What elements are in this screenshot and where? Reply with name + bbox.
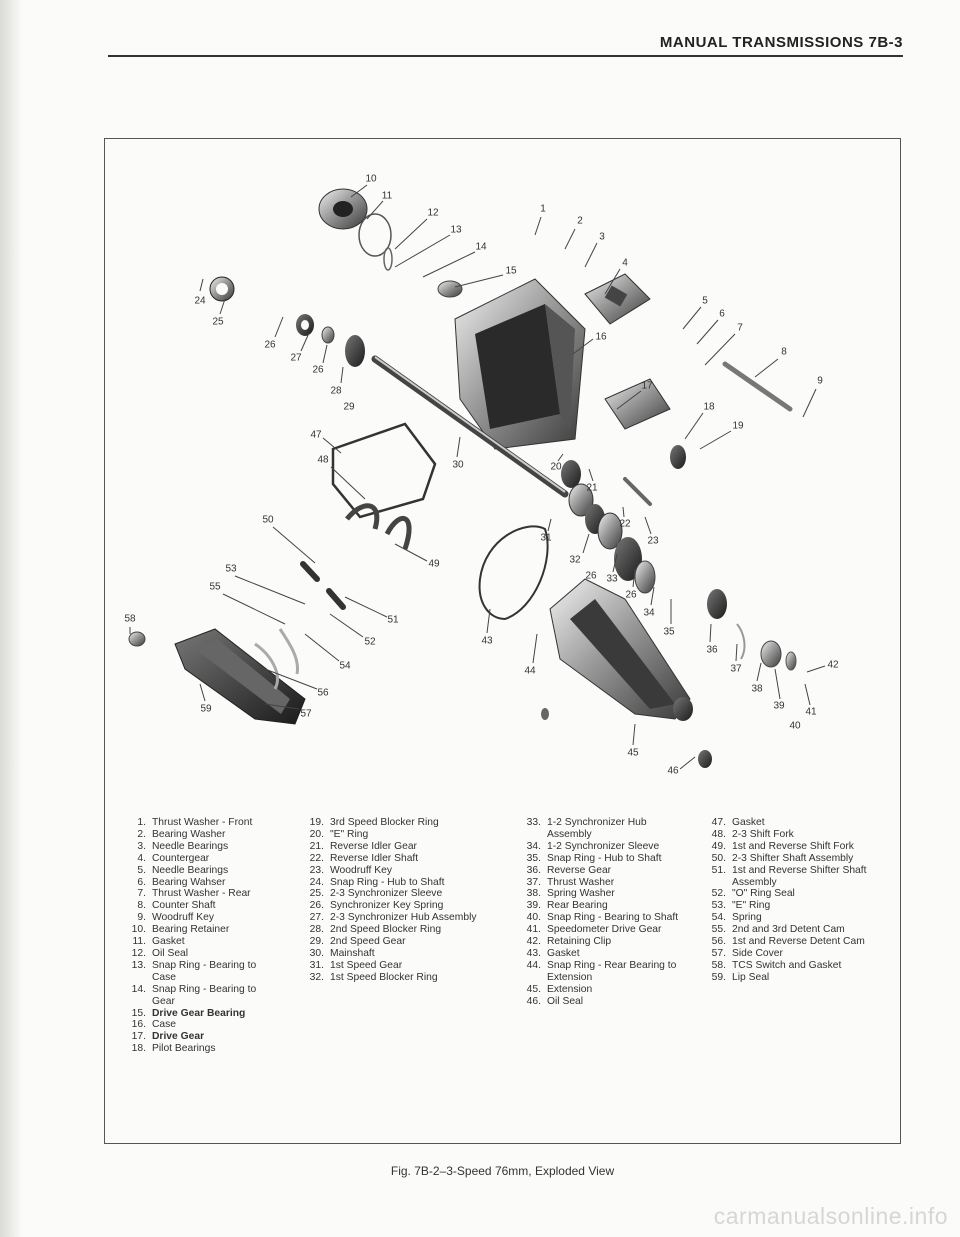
exploded-view-illustration: [105, 139, 900, 777]
legend-item: 45. Extension: [526, 983, 593, 995]
legend-item: 11. Gasket: [132, 936, 185, 948]
legend-item: 25. 2-3 Synchronizer Sleeve: [309, 888, 443, 900]
callout-9: 9: [817, 375, 823, 387]
callout-18: 18: [703, 401, 715, 413]
legend-item: 34. 1-2 Synchronizer Sleeve: [526, 840, 660, 852]
callout-29: 29: [343, 401, 355, 413]
callout-42: 42: [827, 659, 839, 671]
legend-item: 58. TCS Switch and Gasket: [711, 959, 842, 971]
legend-item: 52. "O" Ring Seal: [711, 888, 795, 900]
callout-31: 31: [540, 532, 552, 544]
legend-item: 31. 1st Speed Gear: [309, 959, 403, 971]
legend-item: 8. Counter Shaft: [137, 900, 216, 912]
legend-item: 19. 3rd Speed Blocker Ring: [309, 817, 439, 828]
callout-59: 59: [200, 703, 212, 715]
shifter-shafts: [303, 564, 343, 607]
figure-caption: Fig. 7B-2–3-Speed 76mm, Exploded View: [390, 1164, 615, 1178]
callout-19: 19: [732, 420, 744, 432]
frame-left-border: [104, 777, 105, 1143]
legend-item: 57. Side Cover: [711, 947, 783, 959]
extension-gasket: [480, 526, 548, 619]
front-bearing-parts: [210, 277, 365, 367]
callout-12: 12: [427, 207, 439, 219]
callout-21: 21: [586, 482, 598, 494]
legend-item: 20. "E" Ring: [309, 828, 369, 840]
callout-48: 48: [317, 454, 329, 466]
legend-item: 55. 2nd and 3rd Detent Cam: [711, 924, 845, 936]
callout-5: 5: [702, 295, 708, 307]
callout-36: 36: [706, 644, 718, 656]
callout-2: 2: [577, 215, 583, 227]
callout-40: 40: [789, 720, 801, 732]
legend-item: 30. Mainshaft: [309, 947, 375, 959]
callout-7: 7: [737, 322, 743, 334]
legend-item: 47. Gasket: [711, 817, 765, 828]
callout-49: 49: [428, 558, 440, 570]
callout-26-c: 26: [585, 570, 597, 582]
callout-22: 22: [619, 518, 631, 530]
callout-37: 37: [730, 663, 742, 675]
exploded-view-diagram: [105, 139, 900, 777]
legend-item: 40. Snap Ring - Bearing to Shaft: [526, 912, 679, 924]
legend-item: 1. Thrust Washer - Front: [137, 817, 253, 828]
header-rule: [108, 55, 903, 57]
legend-item: 29. 2nd Speed Gear: [309, 936, 406, 948]
legend-item: 10. Bearing Retainer: [131, 924, 230, 936]
page-title: MANUAL TRANSMISSIONS 7B-3: [659, 34, 903, 51]
callout-26-d: 26: [625, 589, 637, 601]
legend-item: 27. 2-3 Synchronizer Hub Assembly: [309, 912, 477, 924]
callout-27: 27: [290, 352, 302, 364]
legend-column-3: [525, 817, 690, 1008]
legend-item: 21. Reverse Idler Gear: [309, 840, 417, 852]
legend-item: 2. Bearing Washer: [137, 828, 226, 840]
legend-item: 50. 2-3 Shifter Shaft Assembly: [711, 852, 854, 864]
legend-item: 35. Snap Ring - Hub to Shaft: [526, 852, 662, 864]
legend-item: 49. 1st and Reverse Shift Fork: [711, 840, 854, 852]
callout-23: 23: [647, 535, 659, 547]
legend-item: 5. Needle Bearings: [137, 864, 229, 876]
legend-item: 56. 1st and Reverse Detent Cam: [711, 936, 865, 948]
legend-item: 51. 1st and Reverse Shifter Shaft Assembly: [711, 864, 867, 888]
transmission-case: [455, 279, 585, 449]
legend-item: 23. Woodruff Key: [309, 864, 393, 876]
callout-57: 57: [300, 708, 312, 720]
legend-item: 24. Snap Ring - Hub to Shaft: [309, 876, 445, 888]
legend-item: 42. Retaining Clip: [526, 936, 612, 948]
legend-item: 7. Thrust Washer - Rear: [137, 888, 251, 900]
callout-43: 43: [481, 635, 493, 647]
rear-bearing-parts: [707, 589, 796, 670]
callout-20: 20: [550, 461, 562, 473]
watermark: carmanualsonline.info: [713, 1203, 948, 1229]
callout-39: 39: [773, 700, 785, 712]
frame-right-border: [900, 777, 901, 1143]
frame-bottom-border: [104, 1143, 901, 1144]
callout-24: 24: [194, 295, 206, 307]
legend-item: 33. 1-2 Synchronizer Hub Assembly: [526, 817, 647, 840]
callout-54: 54: [339, 660, 351, 672]
callout-4: 4: [622, 257, 628, 269]
legend-item: 32. 1st Speed Blocker Ring: [309, 971, 438, 983]
legend-item: 3. Needle Bearings: [137, 840, 229, 852]
callout-44: 44: [524, 665, 536, 677]
cover-gasket: [333, 424, 435, 549]
legend-item: 22. Reverse Idler Shaft: [309, 852, 419, 864]
callout-16: 16: [595, 331, 607, 343]
callout-33: 33: [606, 573, 618, 585]
legend-item: 13. Snap Ring - Bearing to Case: [131, 959, 257, 983]
extension-housing: [541, 579, 712, 768]
callout-38: 38: [751, 683, 763, 695]
callout-56: 56: [317, 687, 329, 699]
legend-item: 4. Countergear: [137, 852, 210, 864]
callout-51: 51: [387, 614, 399, 626]
side-cover: [129, 629, 305, 724]
legend-item: 39. Rear Bearing: [526, 900, 608, 912]
legend-item: 48. 2-3 Shift Fork: [711, 828, 794, 840]
callout-52: 52: [364, 636, 376, 648]
callout-13: 13: [450, 224, 462, 236]
legend-column-2: [308, 817, 488, 984]
legend-item: 14. Snap Ring - Bearing to Gear: [131, 983, 257, 1007]
legend-item: 43. Gasket: [526, 947, 580, 959]
countergear: [585, 274, 790, 409]
callout-1: 1: [540, 203, 546, 215]
callout-41: 41: [805, 706, 817, 718]
legend-item: 6. Bearing Wahser: [137, 876, 226, 888]
legend-item: 15. Drive Gear Bearing: [131, 1007, 246, 1019]
callout-34: 34: [643, 607, 655, 619]
legend-item: 12. Oil Seal: [131, 947, 189, 959]
callout-58: 58: [124, 613, 136, 625]
callout-32: 32: [569, 554, 581, 566]
callout-10: 10: [365, 173, 377, 185]
callout-45: 45: [627, 747, 639, 759]
callout-53: 53: [225, 563, 237, 575]
callout-15: 15: [505, 265, 517, 277]
drive-gear: [605, 379, 686, 469]
legend-item: 16. Case: [131, 1019, 177, 1031]
callout-26-b: 26: [312, 364, 324, 376]
callout-28: 28: [330, 385, 342, 397]
callout-30: 30: [452, 459, 464, 471]
callout-35: 35: [663, 626, 675, 638]
legend-item: 54. Spring: [711, 912, 762, 924]
callout-3: 3: [599, 231, 605, 243]
callout-6: 6: [719, 308, 725, 320]
legend-item: 41. Speedometer Drive Gear: [526, 924, 662, 936]
callout-8: 8: [781, 346, 787, 358]
legend-item: 17. Drive Gear: [131, 1031, 205, 1043]
legend-item: 53. "E" Ring: [711, 900, 771, 912]
legend-column-1: [130, 817, 280, 1055]
legend-item: 36. Reverse Gear: [526, 864, 612, 876]
legend-item: 44. Snap Ring - Rear Bearing to Extension: [526, 959, 677, 983]
legend-item: 46. Oil Seal: [526, 995, 584, 1007]
callout-14: 14: [475, 241, 487, 253]
legend-column-4: [710, 817, 875, 984]
legend-item: 18. Pilot Bearings: [131, 1043, 216, 1055]
legend-item: 28. 2nd Speed Blocker Ring: [309, 924, 442, 936]
callout-47: 47: [310, 429, 322, 441]
page-edge-shadow: [0, 0, 22, 1237]
legend-item: 26. Synchronizer Key Spring: [309, 900, 444, 912]
bearing-retainer-group: [319, 189, 462, 297]
legend-item: 37. Thrust Washer: [526, 876, 615, 888]
legend-item: 59. Lip Seal: [711, 971, 770, 983]
page-header: [108, 30, 903, 54]
legend-item: 38. Spring Washer: [526, 888, 615, 900]
callout-46: 46: [667, 765, 679, 777]
callout-26-a: 26: [264, 339, 276, 351]
callout-50: 50: [262, 514, 274, 526]
callout-55: 55: [209, 581, 221, 593]
legend-item: 9. Woodruff Key: [137, 912, 215, 924]
callout-17: 17: [641, 380, 653, 392]
callout-25: 25: [212, 316, 224, 328]
reverse-idler-gear: [561, 460, 650, 516]
callout-11: 11: [381, 190, 393, 202]
